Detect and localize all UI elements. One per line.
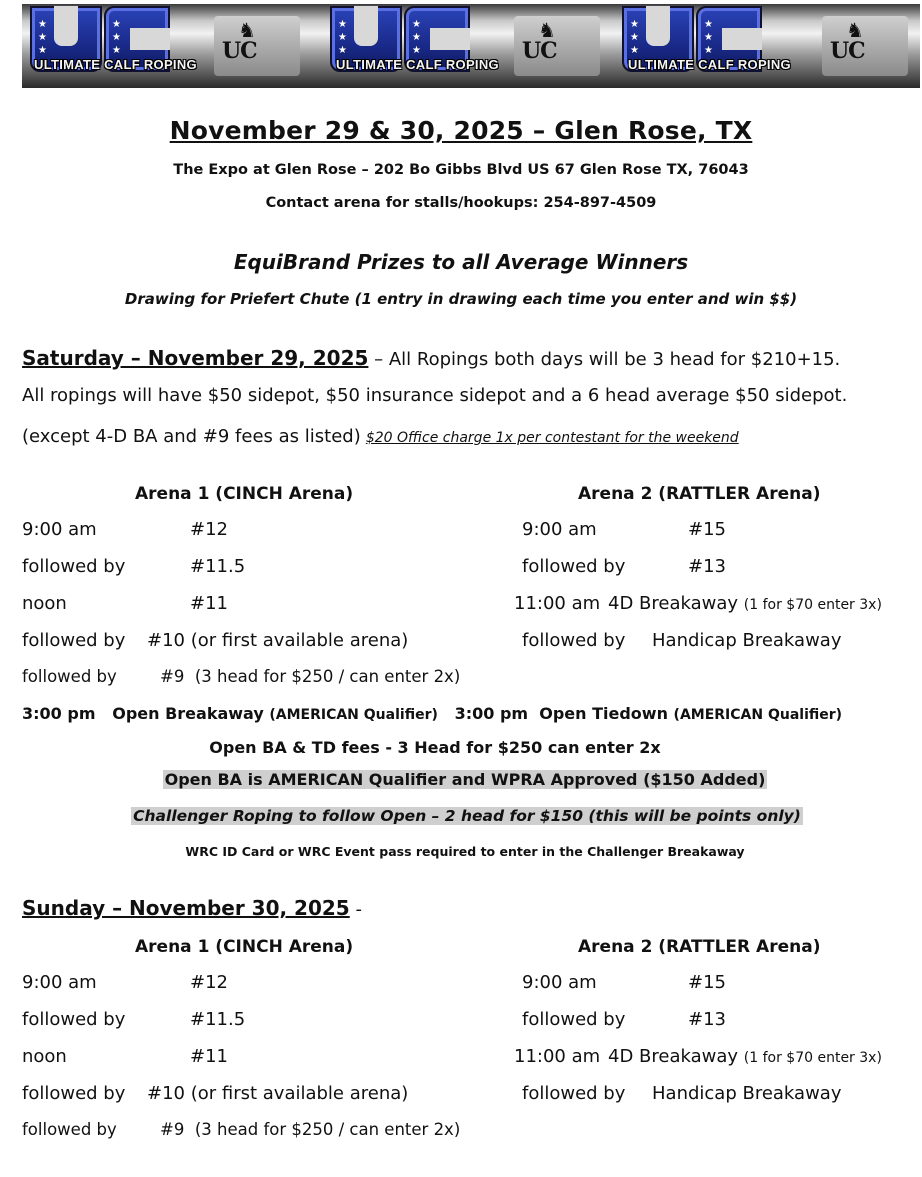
tagline: ULTIMATE CALF ROPING xyxy=(336,57,499,72)
saturday-heading: Saturday – November 29, 2025 xyxy=(22,346,369,370)
schedule-time: followed by xyxy=(22,556,126,577)
fees-line xyxy=(22,426,739,447)
uc-logo-icon: ★ ★ ★ xyxy=(330,6,402,72)
calf-roper-icon: ♞ UC xyxy=(514,16,600,76)
sunday-heading-row xyxy=(22,896,362,920)
sunday-heading-suffix: - xyxy=(349,899,362,920)
uc-logo-group xyxy=(622,6,920,76)
uc-logo-icon: ★ ★ ★ xyxy=(696,6,762,72)
tagline: ULTIMATE CALF ROPING xyxy=(628,57,791,72)
sunday-arena1-title: Arena 1 (CINCH Arena) xyxy=(135,937,354,957)
schedule-time: followed by xyxy=(522,1009,626,1030)
page-title: November 29 & 30, 2025 – Glen Rose, TX xyxy=(169,116,753,145)
open-breakaway-note: (AMERICAN Qualifier) xyxy=(269,707,438,723)
schedule-event: #13 xyxy=(688,1009,726,1030)
uc-logo-icon: ★ ★ ★ xyxy=(104,6,170,72)
schedule-time: followed by xyxy=(22,667,117,686)
uc-logo-group xyxy=(330,6,630,76)
uc-logo-icon: ★ ★ ★ xyxy=(622,6,694,72)
schedule-time: followed by xyxy=(22,630,126,651)
schedule-time: 9:00 am xyxy=(22,519,97,540)
saturday-heading-suffix: – All Ropings both days will be 3 head for $210+15. xyxy=(368,349,841,370)
open-tiedown-note: (AMERICAN Qualifier) xyxy=(673,707,843,723)
schedule-time: followed by xyxy=(22,1009,126,1030)
tagline: ULTIMATE CALF ROPING xyxy=(34,57,197,72)
schedule-time: 9:00 am xyxy=(22,972,97,993)
schedule-time: followed by xyxy=(522,1083,626,1104)
open-breakaway-time: 3:00 pm xyxy=(22,704,96,723)
schedule-time: 9:00 am xyxy=(522,519,597,540)
venue-address: The Expo at Glen Rose – 202 Bo Gibbs Blvd US 67 Glen Rose TX, 76043 xyxy=(173,162,749,178)
schedule-event: #12 xyxy=(190,972,228,993)
open-events-row xyxy=(22,704,842,723)
schedule-time: followed by xyxy=(522,630,626,651)
calf-roper-icon: ♞ UC xyxy=(214,16,300,76)
schedule-event: #11 xyxy=(190,1046,228,1067)
schedule-event: 4D Breakaway (1 for $70 enter 3x) xyxy=(608,593,882,614)
challenger-row xyxy=(0,806,922,825)
open-breakaway-event: Open Breakaway xyxy=(112,704,264,723)
open-ba-note-row xyxy=(0,770,922,789)
schedule-time: 11:00 am xyxy=(514,593,601,614)
uc-logo-icon: ★ ★ ★ xyxy=(30,6,102,72)
schedule-event: #10 (or first available arena) xyxy=(147,1083,409,1104)
schedule-event: #15 xyxy=(688,519,726,540)
uc-logo-icon: ★ ★ ★ xyxy=(404,6,470,72)
schedule-event: #10 (or first available arena) xyxy=(147,630,409,651)
wrc-note: WRC ID Card or WRC Event pass required to enter in the Challenger Breakaway xyxy=(185,844,745,859)
schedule-event: Handicap Breakaway xyxy=(652,630,842,651)
schedule-time: followed by xyxy=(22,1083,126,1104)
header-banner xyxy=(22,4,920,88)
schedule-time: noon xyxy=(22,1046,67,1067)
drawing-line: Drawing for Priefert Chute (1 entry in drawing each time you enter and win $$) xyxy=(124,290,798,308)
saturday-arena2-title: Arena 2 (RATTLER Arena) xyxy=(578,484,821,504)
schedule-time: noon xyxy=(22,593,67,614)
except-note: (except 4-D BA and #9 fees as listed) xyxy=(22,426,361,447)
uc-logo-group xyxy=(30,6,330,76)
prizes-line: EquiBrand Prizes to all Average Winners xyxy=(233,250,689,274)
saturday-arena1-title: Arena 1 (CINCH Arena) xyxy=(135,484,354,504)
contact-line: Contact arena for stalls/hookups: 254-897-4509 xyxy=(265,195,657,211)
sunday-heading: Sunday – November 30, 2025 xyxy=(22,896,350,920)
schedule-event: #9 (3 head for $250 / can enter 2x) xyxy=(160,1120,461,1139)
saturday-heading-row xyxy=(22,346,840,370)
schedule-event: #12 xyxy=(190,519,228,540)
sunday-arena2-title: Arena 2 (RATTLER Arena) xyxy=(578,937,821,957)
schedule-event: #9 (3 head for $250 / can enter 2x) xyxy=(160,667,461,686)
sidepot-line: All ropings will have $50 sidepot, $50 insurance sidepot and a 6 head average $50 sidepot. xyxy=(22,385,848,406)
schedule-time: followed by xyxy=(22,1120,117,1139)
schedule-event: Handicap Breakaway xyxy=(652,1083,842,1104)
open-ba-note: Open BA is AMERICAN Qualifier and WPRA Approved ($150 Added) xyxy=(164,770,766,789)
schedule-time: 11:00 am xyxy=(514,1046,601,1067)
open-tiedown-time: 3:00 pm xyxy=(454,704,529,723)
schedule-event: #11.5 xyxy=(190,556,246,577)
schedule-event: #11.5 xyxy=(190,1009,246,1030)
schedule-event: #13 xyxy=(688,556,726,577)
schedule-event: 4D Breakaway (1 for $70 enter 3x) xyxy=(608,1046,882,1067)
schedule-event: #11 xyxy=(190,593,228,614)
challenger-note: Challenger Roping to follow Open – 2 head for $150 (this will be points only) xyxy=(133,807,801,825)
office-charge: $20 Office charge 1x per contestant for the weekend xyxy=(365,430,739,446)
schedule-time: 9:00 am xyxy=(522,972,597,993)
schedule-event: #15 xyxy=(688,972,726,993)
open-fees: Open BA & TD fees - 3 Head for $250 can enter 2x xyxy=(209,738,661,757)
open-tiedown-event: Open Tiedown xyxy=(539,704,668,723)
schedule-time: followed by xyxy=(522,556,626,577)
calf-roper-icon: ♞ UC xyxy=(822,16,908,76)
